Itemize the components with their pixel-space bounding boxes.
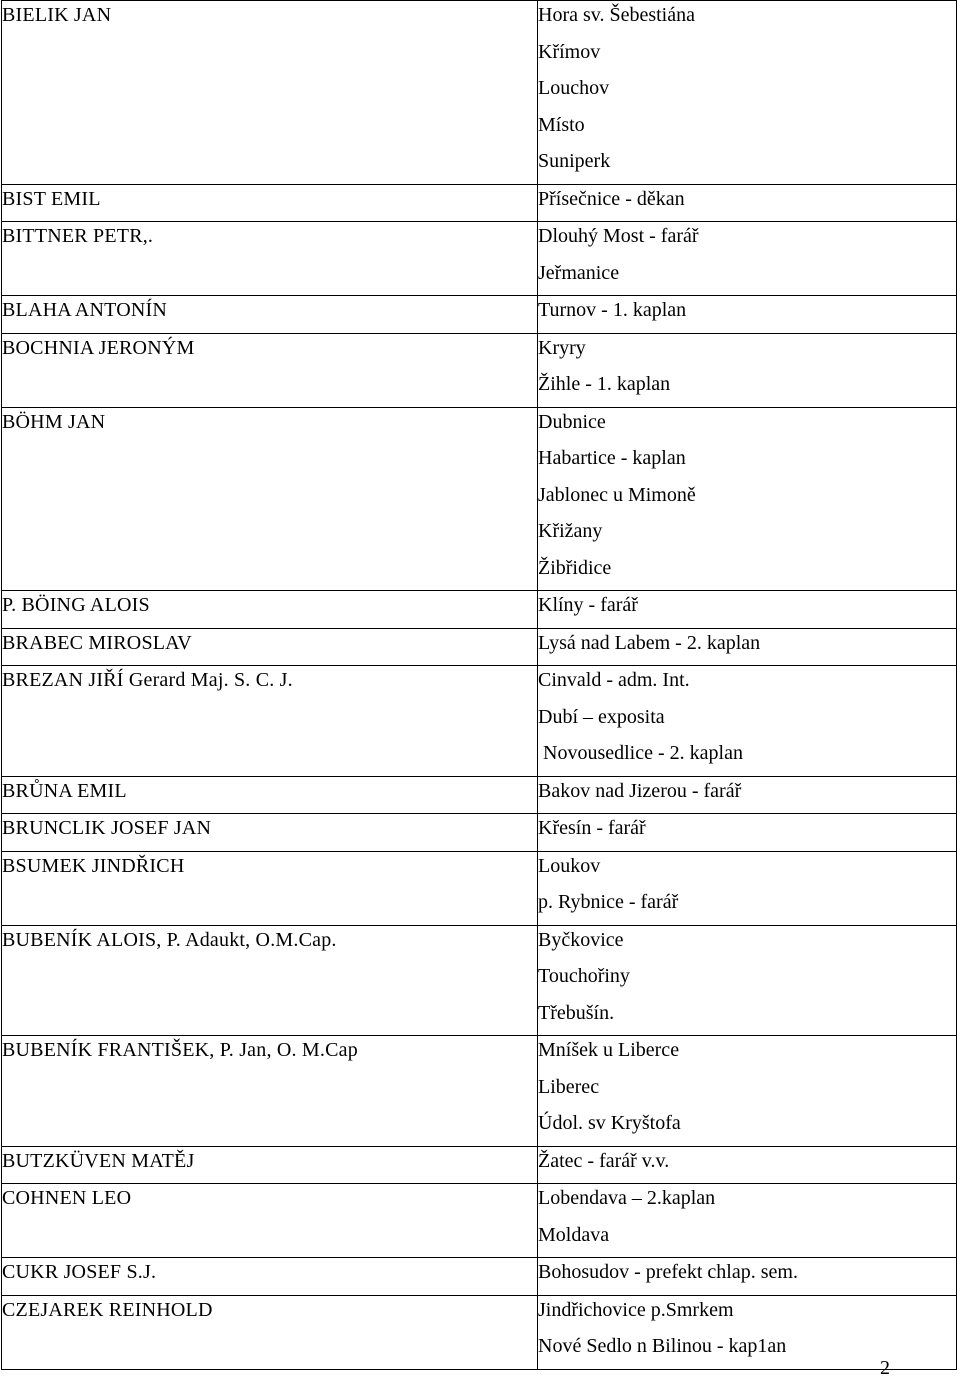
place-line: Moldava bbox=[538, 1223, 610, 1246]
place-line: Třebušín. bbox=[538, 1001, 615, 1024]
place-line: Klíny - farář bbox=[538, 594, 638, 616]
place-line: Byčkovice bbox=[538, 928, 624, 951]
name-cell bbox=[2, 925, 538, 1036]
person-name: BIELIK JAN bbox=[2, 4, 112, 26]
name-cell bbox=[2, 591, 538, 629]
places-cell bbox=[538, 333, 957, 407]
register-row bbox=[2, 296, 957, 334]
person-name: CUKR JOSEF S.J. bbox=[2, 1261, 157, 1283]
register-row bbox=[2, 666, 957, 777]
name-cell bbox=[2, 1258, 538, 1296]
places-cell bbox=[538, 1146, 957, 1184]
person-name: P. BÖING ALOIS bbox=[2, 594, 150, 616]
place-line: Novousedlice - 2. kaplan bbox=[543, 742, 743, 764]
name-cell bbox=[2, 628, 538, 666]
place-line: Žihle - 1. kaplan bbox=[538, 373, 671, 395]
places-cell bbox=[538, 591, 957, 629]
person-name: BLAHA ANTONÍN bbox=[2, 299, 168, 321]
place-line: Místo bbox=[538, 113, 585, 136]
register-body bbox=[2, 1, 957, 1370]
place-line: Loukov bbox=[538, 854, 601, 877]
person-name: COHNEN LEO bbox=[2, 1187, 132, 1209]
page-number: 2 bbox=[880, 1357, 890, 1379]
place-line: Jeřmanice bbox=[538, 261, 620, 284]
place-line: Suniperk bbox=[538, 150, 611, 172]
register-row bbox=[2, 851, 957, 925]
name-cell bbox=[2, 1036, 538, 1147]
name-cell bbox=[2, 1146, 538, 1184]
register-row bbox=[2, 1258, 957, 1296]
register-row bbox=[2, 222, 957, 296]
person-name: BREZAN JIŘÍ Gerard Maj. S. C. J. bbox=[2, 669, 293, 691]
place-line: Přísečnice - děkan bbox=[538, 187, 685, 210]
place-line: Cinvald - adm. Int. bbox=[538, 669, 690, 691]
person-name: BITTNER PETR,. bbox=[2, 225, 154, 247]
places-cell bbox=[538, 1184, 957, 1258]
register-row bbox=[2, 333, 957, 407]
person-name: BOCHNIA JERONÝM bbox=[2, 336, 195, 359]
register-row bbox=[2, 407, 957, 591]
place-line: Křesín - farář bbox=[538, 817, 646, 839]
name-cell bbox=[2, 296, 538, 334]
place-line: Turnov - 1. kaplan bbox=[538, 299, 687, 321]
place-line: Bohosudov - prefekt chlap. sem. bbox=[538, 1261, 798, 1283]
place-line: Údol. sv Kryštofa bbox=[538, 1112, 681, 1134]
places-cell bbox=[538, 407, 957, 591]
places-cell bbox=[538, 1295, 957, 1369]
place-line: Křižany bbox=[538, 520, 603, 542]
places-cell bbox=[538, 1036, 957, 1147]
register-row bbox=[2, 814, 957, 852]
place-line: Lysá nad Labem - 2. kaplan bbox=[538, 631, 761, 654]
person-name: BRUNCLIK JOSEF JAN bbox=[2, 817, 212, 839]
places-cell bbox=[538, 814, 957, 852]
person-name: BÖHM JAN bbox=[2, 410, 106, 433]
place-line: Dubí – exposita bbox=[538, 705, 665, 728]
register-row bbox=[2, 628, 957, 666]
places-cell bbox=[538, 184, 957, 222]
person-name: BRABEC MIROSLAV bbox=[2, 631, 192, 654]
place-line: Lobendava – 2.kaplan bbox=[538, 1187, 716, 1209]
register-row bbox=[2, 1036, 957, 1147]
name-cell bbox=[2, 776, 538, 814]
place-line: Touchořiny bbox=[538, 965, 630, 987]
name-cell bbox=[2, 184, 538, 222]
places-cell bbox=[538, 776, 957, 814]
places-cell bbox=[538, 1, 957, 185]
places-cell bbox=[538, 1258, 957, 1296]
name-cell bbox=[2, 407, 538, 591]
name-cell bbox=[2, 1184, 538, 1258]
register-row bbox=[2, 776, 957, 814]
place-line: Žatec - farář v.v. bbox=[538, 1149, 670, 1172]
name-cell bbox=[2, 851, 538, 925]
name-cell bbox=[2, 1, 538, 185]
place-line: Křímov bbox=[538, 40, 601, 63]
places-cell bbox=[538, 851, 957, 925]
name-cell bbox=[2, 666, 538, 777]
register-row bbox=[2, 1184, 957, 1258]
register-row bbox=[2, 184, 957, 222]
register-row bbox=[2, 925, 957, 1036]
person-name: BUBENÍK ALOIS, P. Adaukt, O.M.Cap. bbox=[2, 928, 337, 951]
person-name: BSUMEK JINDŘICH bbox=[2, 854, 185, 877]
place-line: Hora sv. Šebestiána bbox=[538, 4, 695, 26]
places-cell bbox=[538, 222, 957, 296]
person-name: BRŮNA EMIL bbox=[2, 779, 127, 802]
name-cell bbox=[2, 814, 538, 852]
places-cell bbox=[538, 925, 957, 1036]
person-name: BUTZKÜVEN MATĚJ bbox=[2, 1149, 195, 1172]
place-line: Kryry bbox=[538, 336, 586, 359]
name-cell bbox=[2, 333, 538, 407]
places-cell bbox=[538, 666, 957, 777]
person-name: BUBENÍK FRANTIŠEK, P. Jan, O. M.Cap bbox=[2, 1039, 358, 1061]
place-line: Jindřichovice p.Smrkem bbox=[538, 1298, 734, 1321]
place-line: p. Rybnice - farář bbox=[538, 891, 679, 913]
places-cell bbox=[538, 296, 957, 334]
register-row bbox=[2, 591, 957, 629]
name-cell bbox=[2, 1295, 538, 1369]
place-line: Habartice - kaplan bbox=[538, 447, 686, 469]
priest-register-table bbox=[1, 0, 957, 1370]
place-line: Nové Sedlo n Bilinou - kap1an bbox=[538, 1335, 787, 1357]
place-line: Mníšek u Liberce bbox=[538, 1039, 680, 1061]
name-cell bbox=[2, 222, 538, 296]
register-row bbox=[2, 1146, 957, 1184]
place-line: Dubnice bbox=[538, 410, 606, 433]
place-line: Liberec bbox=[538, 1075, 600, 1098]
places-cell bbox=[538, 628, 957, 666]
person-name: BIST EMIL bbox=[2, 187, 101, 210]
register-row bbox=[2, 1, 957, 185]
place-line: Žibřidice bbox=[538, 556, 612, 579]
place-line: Bakov nad Jizerou - farář bbox=[538, 779, 742, 802]
place-line: Louchov bbox=[538, 77, 610, 99]
place-line: Dlouhý Most - farář bbox=[538, 225, 699, 247]
person-name: CZEJAREK REINHOLD bbox=[2, 1298, 213, 1321]
place-line: Jablonec u Mimoně bbox=[538, 483, 696, 506]
register-row bbox=[2, 1295, 957, 1369]
